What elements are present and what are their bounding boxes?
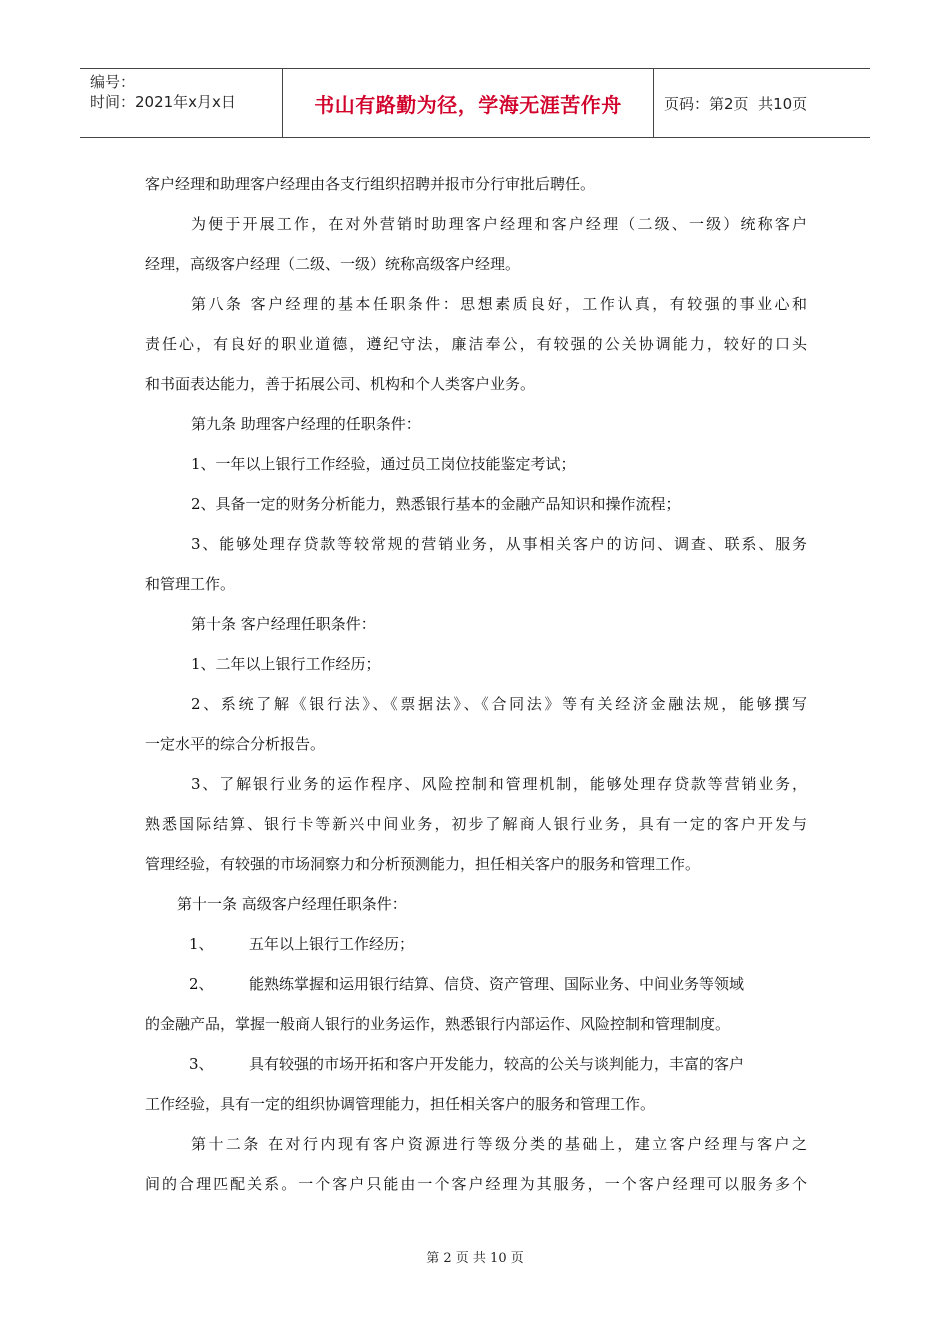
paragraph-line: 熟悉国际结算、银行卡等新兴中间业务，初步了解商人银行业务，具有一定的客户开发与: [145, 815, 807, 833]
list-number: 2、: [189, 975, 214, 993]
list-text: 能熟练掌握和运用银行结算、信贷、资产管理、国际业务、中间业务等领域: [249, 975, 745, 993]
list-text: 具有较强的市场开拓和客户开发能力，较高的公关与谈判能力，丰富的客户: [249, 1055, 745, 1073]
list-item: [145, 974, 807, 994]
list-item: [145, 934, 807, 954]
list-item: 3、了解银行业务的运作程序、风险控制和管理机制，能够处理存贷款等营销业务，: [191, 775, 807, 793]
paragraph-line: 客户经理和助理客户经理由各支行组织招聘并报市分行审批后聘任。: [145, 175, 596, 193]
paragraph-line: 的金融产品，掌握一般商人银行的业务运作，熟悉银行内部运作、风险控制和管理制度。: [145, 1015, 731, 1033]
paragraph-line: 间的合理匹配关系。一个客户只能由一个客户经理为其服务，一个客户经理可以服务多个: [145, 1175, 807, 1193]
list-text: 五年以上银行工作经历；: [249, 935, 415, 953]
paragraph-line: 一定水平的综合分析报告。: [145, 735, 326, 753]
article-9-heading: 第九条 助理客户经理的任职条件：: [191, 415, 421, 433]
paragraph-line: 管理经验，有较强的市场洞察力和分析预测能力，担任相关客户的服务和管理工作。: [145, 855, 701, 873]
page-info-text: 页码：第2页 共10页: [664, 94, 808, 113]
time-label: 时间：2021年x月x日: [90, 93, 236, 111]
article-11-heading: 第十一条 高级客户经理任职条件：: [177, 895, 407, 913]
list-number: 1、: [189, 935, 214, 953]
paragraph-line: 经理，高级客户经理（二级、一级）统称高级客户经理。: [145, 255, 521, 273]
paragraph-line: 和书面表达能力，善于拓展公司、机构和个人类客户业务。: [145, 375, 536, 393]
paragraph-line: 为便于开展工作，在对外营销时助理客户经理和客户经理（二级、一级）统称客户: [191, 215, 807, 233]
paragraph-line: 工作经验，具有一定的组织协调管理能力，担任相关客户的服务和管理工作。: [145, 1095, 656, 1113]
list-item: 2、具备一定的财务分析能力，熟悉银行基本的金融产品知识和操作流程；: [191, 495, 681, 513]
article-8-heading-line: 第八条 客户经理的基本任职条件：思想素质良好，工作认真，有较强的事业心和: [191, 295, 807, 313]
paragraph-line: 和管理工作。: [145, 575, 236, 593]
header-page-info: [654, 69, 870, 137]
header-motto: 书山有路勤为径，学海无涯苦作舟: [282, 69, 654, 137]
list-item: [145, 1054, 807, 1074]
document-body: [145, 174, 807, 1214]
article-12-heading-line: 第十二条 在对行内现有客户资源进行等级分类的基础上，建立客户经理与客户之: [191, 1135, 807, 1153]
list-item: 2、系统了解《银行法》、《票据法》、《合同法》等有关经济金融法规，能够撰写: [191, 695, 807, 713]
list-item: 1、一年以上银行工作经验，通过员工岗位技能鉴定考试；: [191, 455, 576, 473]
article-10-heading: 第十条 客户经理任职条件：: [191, 615, 376, 633]
header-meta: [80, 69, 282, 137]
page-footer: 第 2 页 共 10 页: [426, 1251, 524, 1266]
list-number: 3、: [189, 1055, 214, 1073]
list-item: 1、二年以上银行工作经历；: [191, 655, 381, 673]
doc-number-label: 编号：: [90, 73, 136, 91]
list-item: 3、能够处理存贷款等较常规的营销业务，从事相关客户的访问、调查、联系、服务: [191, 535, 807, 553]
page-header: [80, 68, 870, 138]
paragraph-line: 责任心，有良好的职业道德，遵纪守法，廉洁奉公，有较强的公关协调能力，较好的口头: [145, 335, 807, 353]
